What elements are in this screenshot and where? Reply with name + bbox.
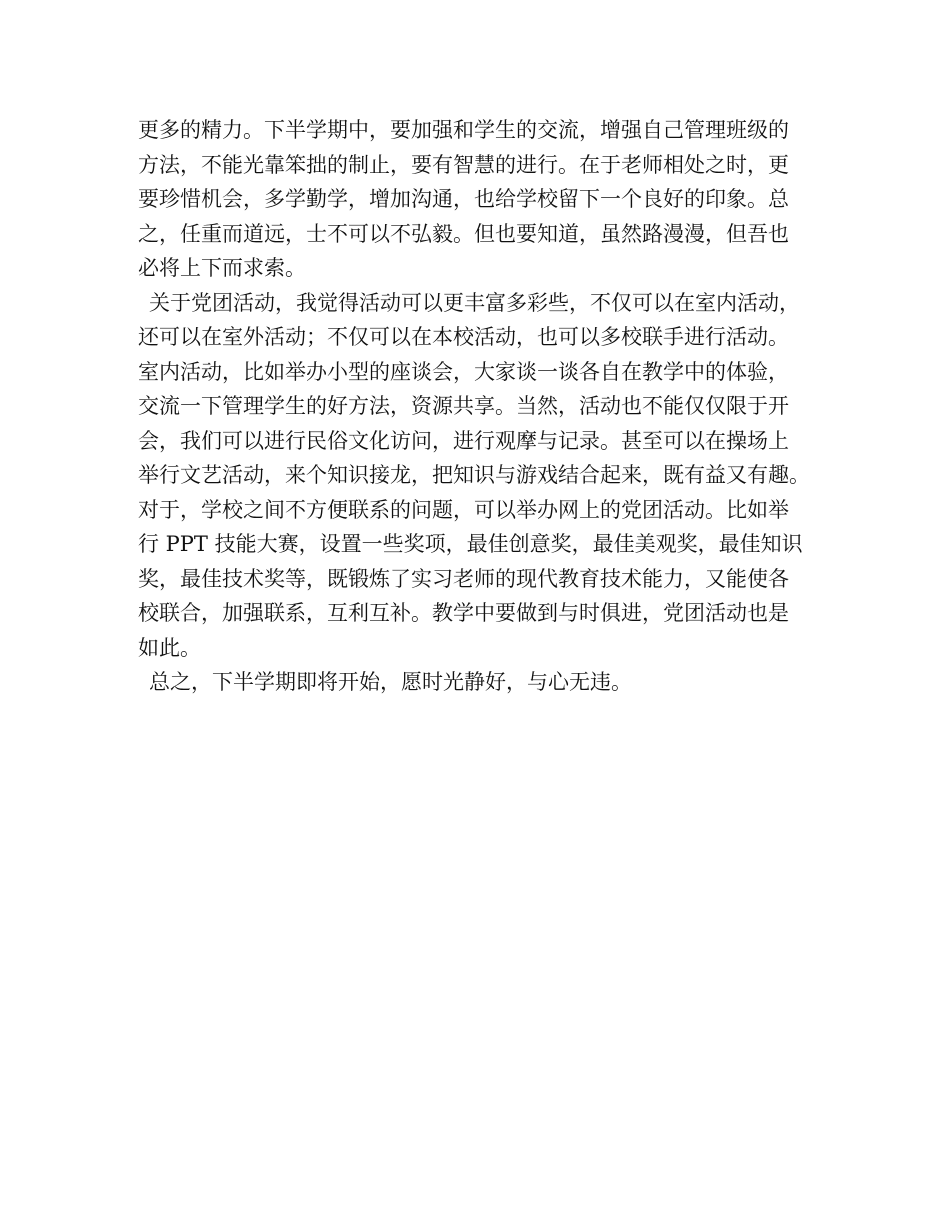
text-line: 如此。: [138, 635, 201, 660]
text-line: 奖，最佳技术奖等，既锻炼了实习老师的现代教育技术能力，又能使各: [138, 566, 789, 591]
paragraph-conclusion: [138, 665, 828, 700]
text-line: 行 PPT 技能大赛，设置一些奖项，最佳创意奖，最佳美观奖，最佳知识: [138, 532, 803, 556]
text-line: 对于，学校之间不方便联系的问题，可以举办网上的党团活动。比如举: [138, 497, 789, 522]
text-line: 还可以在室外活动；不仅可以在本校活动，也可以多校联手进行活动。: [138, 325, 789, 349]
paragraph-party-activities: [138, 286, 828, 666]
text-line: 室内活动，比如举办小型的座谈会，大家谈一谈各自在教学中的体验，: [138, 359, 789, 384]
text-line: 要珍惜机会，多学勤学，增加沟通，也给学校留下一个良好的印象。总: [138, 187, 789, 211]
text-line: 会，我们可以进行民俗文化访问，进行观摩与记录。甚至可以在操场上: [138, 428, 789, 453]
paragraph-continuation: [138, 113, 828, 286]
text-line: 举行文艺活动，来个知识接龙，把知识与游戏结合起来，既有益又有趣。: [138, 463, 810, 487]
text-line: 更多的精力。下半学期中，要加强和学生的交流，增强自己管理班级的: [138, 118, 789, 142]
document-body: [138, 113, 828, 700]
text-line: 必将上下而求索。: [138, 256, 306, 280]
text-line: 之，任重而道远，士不可以不弘毅。但也要知道，虽然路漫漫，但吾也: [138, 221, 789, 246]
text-line: 方法，不能光靠笨拙的制止，要有智慧的进行。在于老师相处之时，更: [138, 152, 789, 177]
text-line: 交流一下管理学生的好方法，资源共享。当然，活动也不能仅仅限于开: [138, 394, 789, 418]
text-line: 总之，下半学期即将开始，愿时光静好，与心无违。: [149, 670, 632, 694]
text-line: 校联合，加强联系，互利互补。教学中要做到与时俱进，党团活动也是: [138, 601, 789, 625]
text-line: 关于党团活动，我觉得活动可以更丰富多彩些，不仅可以在室内活动，: [149, 290, 800, 315]
